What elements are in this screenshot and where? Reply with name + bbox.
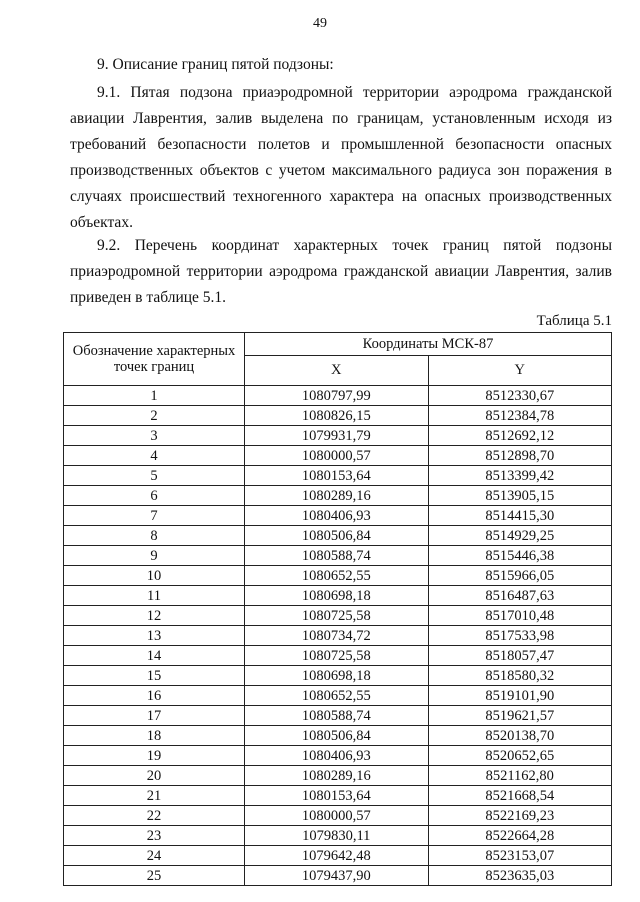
y-coordinate-cell: 8514929,25: [428, 526, 612, 546]
y-coordinate-cell: 8518580,32: [428, 666, 612, 686]
point-number-cell: 5: [64, 466, 245, 486]
y-coordinate-cell: 8519621,57: [428, 706, 612, 726]
point-number-cell: 22: [64, 806, 245, 826]
table-row: [64, 826, 612, 846]
point-number-cell: 10: [64, 566, 245, 586]
y-coordinate-cell: 8522169,23: [428, 806, 612, 826]
x-coordinate-cell: 1080289,16: [245, 766, 429, 786]
point-number-cell: 17: [64, 706, 245, 726]
point-number-cell: 11: [64, 586, 245, 606]
y-coordinate-cell: 8520652,65: [428, 746, 612, 766]
point-number-cell: 1: [64, 386, 245, 406]
x-coordinate-cell: 1080000,57: [245, 446, 429, 466]
y-coordinate-cell: 8521162,80: [428, 766, 612, 786]
y-coordinate-cell: 8512898,70: [428, 446, 612, 466]
table-row: [64, 526, 612, 546]
x-coordinate-cell: 1080289,16: [245, 486, 429, 506]
x-coordinate-cell: 1080734,72: [245, 626, 429, 646]
table-row: [64, 866, 612, 886]
x-coordinate-cell: 1080652,55: [245, 686, 429, 706]
table-row: [64, 446, 612, 466]
x-coordinate-cell: 1080588,74: [245, 546, 429, 566]
x-coordinate-cell: 1080588,74: [245, 706, 429, 726]
y-coordinate-cell: 8514415,30: [428, 506, 612, 526]
point-number-cell: 18: [64, 726, 245, 746]
table-row: [64, 766, 612, 786]
x-coordinate-cell: 1080153,64: [245, 466, 429, 486]
point-number-cell: 2: [64, 406, 245, 426]
table-row: [64, 626, 612, 646]
y-coordinate-cell: 8517010,48: [428, 606, 612, 626]
table-row: [64, 606, 612, 626]
y-coordinate-cell: 8512330,67: [428, 386, 612, 406]
table-row: [64, 586, 612, 606]
x-coordinate-cell: 1080826,15: [245, 406, 429, 426]
point-number-cell: 3: [64, 426, 245, 446]
point-number-cell: 25: [64, 866, 245, 886]
point-number-cell: 4: [64, 446, 245, 466]
table-row: [64, 566, 612, 586]
coordinates-table: [63, 332, 612, 886]
x-header: X: [245, 356, 429, 386]
table-row: [64, 666, 612, 686]
table-caption: Таблица 5.1: [536, 313, 612, 329]
table-row: [64, 386, 612, 406]
x-coordinate-cell: 1080725,58: [245, 646, 429, 666]
point-number-cell: 7: [64, 506, 245, 526]
paragraph-9-1-text: 9.1. Пятая подзона приаэродромной территории аэродрома гражданской авиации Лаврентия, залив выделена по границам, установленным исходя из требований безопасности полетов и промышленной безопасности опасных производственных объектов с учетом максимального радиуса зон поражения в случаях происшествий техногенного характера на опасных производственных объектах.: [70, 84, 612, 231]
table-row: [64, 466, 612, 486]
point-header: Обозначение характерных точек границ: [64, 333, 245, 386]
x-coordinate-cell: 1079931,79: [245, 426, 429, 446]
point-number-cell: 14: [64, 646, 245, 666]
x-coordinate-cell: 1080725,58: [245, 606, 429, 626]
table-row: [64, 706, 612, 726]
section-heading-text: 9. Описание границ пятой подзоны:: [97, 56, 334, 73]
table-row: [64, 786, 612, 806]
page-number: 49: [313, 16, 327, 31]
point-number-cell: 19: [64, 746, 245, 766]
point-number-cell: 6: [64, 486, 245, 506]
x-coordinate-cell: 1080506,84: [245, 726, 429, 746]
section-heading: [70, 52, 612, 78]
point-number-cell: 12: [64, 606, 245, 626]
paragraph-9-1: [70, 80, 612, 236]
point-number-cell: 13: [64, 626, 245, 646]
y-coordinate-cell: 8512692,12: [428, 426, 612, 446]
table-row: [64, 806, 612, 826]
y-coordinate-cell: 8522664,28: [428, 826, 612, 846]
y-coordinate-cell: 8513399,42: [428, 466, 612, 486]
point-number-cell: 8: [64, 526, 245, 546]
y-coordinate-cell: 8516487,63: [428, 586, 612, 606]
table-row: [64, 686, 612, 706]
y-coordinate-cell: 8513905,15: [428, 486, 612, 506]
y-coordinate-cell: 8521668,54: [428, 786, 612, 806]
x-coordinate-cell: 1080506,84: [245, 526, 429, 546]
table-row: [64, 846, 612, 866]
table-row: [64, 726, 612, 746]
paragraph-9-2: [70, 233, 612, 311]
x-coordinate-cell: 1080797,99: [245, 386, 429, 406]
y-coordinate-cell: 8520138,70: [428, 726, 612, 746]
x-coordinate-cell: 1080698,18: [245, 586, 429, 606]
coordinates-group-header: Координаты МСК-87: [245, 333, 612, 356]
y-coordinate-cell: 8519101,90: [428, 686, 612, 706]
point-number-cell: 9: [64, 546, 245, 566]
point-number-cell: 21: [64, 786, 245, 806]
x-coordinate-cell: 1080652,55: [245, 566, 429, 586]
table-row: [64, 406, 612, 426]
table-row: [64, 506, 612, 526]
x-coordinate-cell: 1080406,93: [245, 746, 429, 766]
x-coordinate-cell: 1079642,48: [245, 846, 429, 866]
y-coordinate-cell: 8523635,03: [428, 866, 612, 886]
paragraph-9-2-text: 9.2. Перечень координат характерных точек границ пятой подзоны приаэродромной территории аэродрома гражданской авиации Лаврентия, залив приведен в таблице 5.1.: [70, 237, 612, 306]
y-coordinate-cell: 8518057,47: [428, 646, 612, 666]
table-row: [64, 486, 612, 506]
table-row: [64, 746, 612, 766]
table-row: [64, 646, 612, 666]
point-number-cell: 15: [64, 666, 245, 686]
point-number-cell: 16: [64, 686, 245, 706]
y-coordinate-cell: 8523153,07: [428, 846, 612, 866]
y-coordinate-cell: 8512384,78: [428, 406, 612, 426]
y-coordinate-cell: 8515966,05: [428, 566, 612, 586]
x-coordinate-cell: 1080153,64: [245, 786, 429, 806]
x-coordinate-cell: 1079830,11: [245, 826, 429, 846]
x-coordinate-cell: 1079437,90: [245, 866, 429, 886]
x-coordinate-cell: 1080698,18: [245, 666, 429, 686]
table-body: [64, 386, 612, 886]
y-coordinate-cell: 8515446,38: [428, 546, 612, 566]
x-coordinate-cell: 1080406,93: [245, 506, 429, 526]
y-coordinate-cell: 8517533,98: [428, 626, 612, 646]
point-number-cell: 23: [64, 826, 245, 846]
point-number-cell: 20: [64, 766, 245, 786]
table-row: [64, 546, 612, 566]
y-header: Y: [428, 356, 612, 386]
point-number-cell: 24: [64, 846, 245, 866]
x-coordinate-cell: 1080000,57: [245, 806, 429, 826]
table-row: [64, 426, 612, 446]
